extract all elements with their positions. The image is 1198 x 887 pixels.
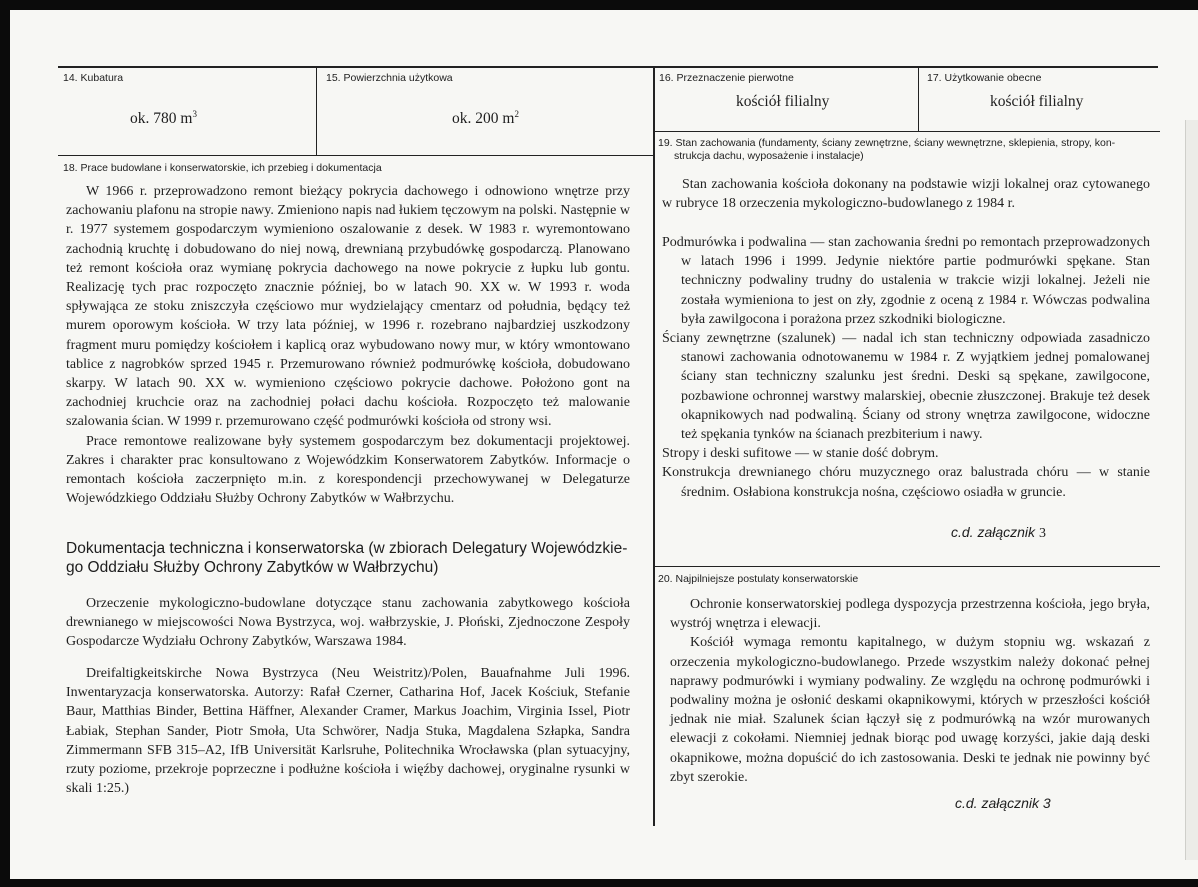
section-19-items	[662, 233, 1150, 502]
page-edge	[1185, 120, 1198, 860]
field-14-exponent: 3	[192, 108, 197, 119]
section-20-body	[670, 595, 1150, 787]
rule-before-section-20	[654, 566, 1160, 567]
section-19-item-choir: Konstrukcja drewnianego chóru muzycznego oraz balustrada chóru — w stanie średnim. Osłabiona konstrukcja nośna, częściowo osiadła w gruncie.	[662, 465, 1150, 500]
field-14-label: 14. Kubatura	[63, 72, 124, 84]
divider-16-17	[918, 66, 919, 132]
field-15-exponent: 2	[514, 108, 519, 119]
section-19-cd-text: c.d. załącznik	[951, 524, 1036, 540]
top-rule	[58, 66, 1158, 68]
section-19-item-walls: Ściany zewnętrzne (szalunek) — nadal ich stan techniczny odpowiada zasadniczo stanowi zachowania odnotowanemu w 1984 r. Z wyjątkiem jednej pomalowanej ściany stan techniczny szalunku jest średni. Deski są spękane, zawilgocone, pozbawione ochronnej warstwy malarskiej, obecnie złuszczonej. Brakuje też desek okapnikowych nad podwaliną. Ściany od strony wnętrza zawilgocone, widoczne też spękania tynków na ścianach prezbiterium i nawy.	[662, 331, 1150, 443]
section-20-label: 20. Najpilniejsze postulaty konserwatorskie	[658, 573, 859, 585]
center-divider	[653, 66, 655, 826]
section-18-paragraph-1: W 1966 r. przeprowadzono remont bieżący pokrycia dachowego i odnowiono wnętrze przy zachowaniu plafonu na stropie nawy. Zmieniono napis nad łukiem tęczowym na polski. Następnie w r. 1977 systemem gospodarczym wymieniono oszalowanie z desek. W 1983 r. wyremontowano zachodnią kruchtę i dobudowano do niej nową, drewnianą przybudówkę gospodarczą. Planowano też remont kościoła oraz wymianę pokrycia dachowego na nowe pokrycie z łupku lub gontu. Realizację tych prac rozpoczęto znacznie później, bo w latach 90. XX w. W 1993 r. woda spływająca ze stoku zniszczyła częściowo mur wydzielający cmentarz od południa, będący też murem oporowym kościoła. W trzy lata później, w 1996 r. rozebrano najbardziej uszkodzony fragment muru pomiędzy kościołem i kaplicą oraz wybudowano nowy mur, w który wmontowano tablice z nagrobków sprzed 1945 r. Przemurowano również podmurówkę kościoła, dobudowano skarpy. W latach 90. XX w. wymieniono częściowo pokrycie dachowe. Położono gont na zachodniej kruchcie oraz na zachodniej połaci dachu kościoła. Rozpoczęto też malowanie szalowania ścian. W 1999 r. przemurowano część podmurówki kościoła od strony wsi.	[66, 184, 630, 430]
section-19-item-foundation: Podmurówka i podwalina — stan zachowania średni po remontach przeprowadzonych w latach 1996 i 1999. Jedynie niektóre partie podmurówki spękane. Stan techniczny podwaliny trudny do ustalenia w trakcie wizji lokalnej. Jeżeli nie została wymieniona to jest on zły, zgodnie z oceną z 1984 r. Wówczas podwalina była zawilgocona i porażona przez szkodniki biologiczne.	[662, 235, 1150, 327]
field-17-value: kościół filialny	[990, 93, 1084, 110]
documentation-item-1-text: Orzeczenie mykologiczno-budowlane dotyczące stanu zachowania zabytkowego kościoła drewnianego w miejscowości Nowa Bystrzyca, woj. wałbrzyskie, J. Płoński, Zjednoczone Zespoły Gospodarcze Wydziału Ochrony Zabytków, Warszawa 1984.	[66, 596, 630, 650]
section-18-paragraph-2: Prace remontowe realizowane były systemem gospodarczym bez dokumentacji projektowej. Zakres i charakter prac konsultowano z Wojewódzkim Konserwatorem Zabytków. Informacje o remontach kościoła zaczerpnięto m.in. z korespondencji przechowywanej w Delegaturze Wojewódzkiego Oddziału Służby Ochrony Zabytków w Wałbrzychu.	[66, 433, 630, 507]
documentation-heading: Dokumentacja techniczna i konserwatorska (w zbiorach Delegatury Wojewódzkiego Oddziału Służby Ochrony Zabytków w Wałbrzychu)	[66, 540, 628, 576]
field-15-text: ok. 200 m	[452, 110, 515, 127]
rule-after-right-header	[654, 131, 1160, 132]
field-14-text: ok. 780 m	[130, 110, 193, 127]
documentation-item-1	[66, 594, 630, 652]
documentation-item-2-text: Dreifaltigkeitskirche Nowa Bystrzyca (Neu Weistritz)/Polen, Bauafnahme Juli 1996. Inwentaryzacja konserwatorska. Autorzy: Rafał Czerner, Catharina Hof, Jacek Kościuk, Stefanie Baur, Matthias Binder, Bettina Häffner, Alexander Cramer, Markus Joachim, Virginia Issel, Piotr Łabiak, Stephan Sander, Piotr Smoła, Uta Schwörer, Nadja Stuka, Magdalena Szłapka, Sandra Zimmermann SFB 315–A2, IfB Universität Karlsruhe, Politechnika Wrocławska (plan sytuacyjny, rzuty poziome, przekroje poprzeczne i podłużne kościoła i więźby dachowej, oryginalne rysunki w skali 1:25.)	[66, 666, 630, 797]
section-19-continuation-note	[951, 524, 1046, 542]
section-20-paragraph-1: Ochronie konserwatorskiej podlega dyspozycja przestrzenna kościoła, jego bryła, wystrój wnętrza i elewacji.	[670, 597, 1150, 632]
field-15-value	[452, 110, 519, 128]
field-16-value: kościół filialny	[736, 93, 830, 110]
field-14-value	[130, 110, 197, 128]
section-20-continuation-note: c.d. załącznik 3	[955, 795, 1051, 811]
section-20-paragraph-2: Kościół wymaga remontu kapitalnego, w dużym stopniu wg. wskazań z orzeczenia mykologiczno-budowlanego. Przede wszystkim należy dokonać pełnej naprawy podmurówki i wymiany podwaliny. Ze względu na ochronę podmurówki i podwaliny można je osłonić deskami okapnikowymi, których w przeszłości kościół jednak nie miał. Szalunek ścian łączył się z podmurówką na wzór murowanych elewacji z cokołami. Niemniej jednak biorąc pod uwagę korzyści, jakie dają deski okapnikowe, można dopuścić do ich zastosowania. Deski te jednak nie powinny być zbyt szerokie.	[670, 635, 1150, 785]
field-16-label: 16. Przeznaczenie pierwotne	[659, 72, 794, 84]
section-19-intro	[662, 175, 1150, 213]
section-19-intro-text: Stan zachowania kościoła dokonany na podstawie wizji lokalnej oraz cytowanego w rubryce 18 orzeczenia mykologiczno-budowlanego z 1984 r.	[662, 177, 1150, 212]
documentation-item-2	[66, 664, 630, 798]
section-19-item-ceilings: Stropy i deski sufitowe — w stanie dość dobrym.	[662, 446, 939, 462]
section-18-label: 18. Prace budowlane i konserwatorskie, ich przebieg i dokumentacja	[63, 162, 382, 174]
field-15-label: 15. Powierzchnia użytkowa	[326, 72, 453, 84]
section-18-body	[66, 182, 630, 508]
divider-14-15	[316, 66, 317, 155]
rule-after-left-header	[58, 155, 654, 156]
field-17-label: 17. Użytkowanie obecne	[927, 72, 1042, 84]
section-19-cd-number: 3	[1038, 526, 1046, 541]
section-19-label-line-2: strukcja dachu, wyposażenie i instalacje)	[674, 150, 864, 162]
section-19-label-line-1: 19. Stan zachowania (fundamenty, ściany zewnętrzne, ściany wewnętrzne, sklepienia, stropy, kon-	[658, 137, 1116, 149]
